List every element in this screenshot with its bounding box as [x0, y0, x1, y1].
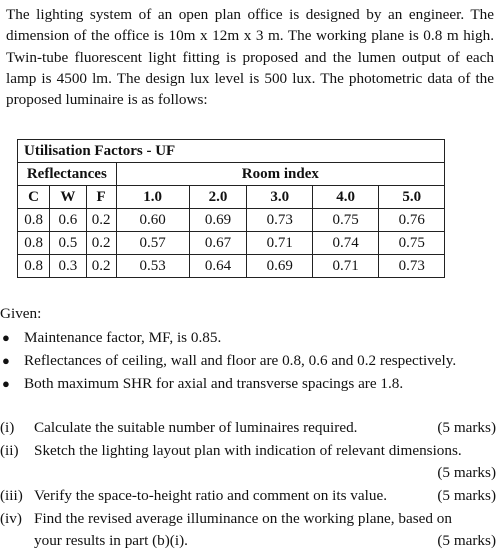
- table-cell: 0.5: [50, 232, 86, 255]
- problem-statement: The lighting system of an open plan office is designed by an engineer. The dimension of the office is 10m x 12m x 3 m. The working plane is 0.8 m high. Twin-tube fluorescent light fitting is proposed and the lumen output of each lamp is 4500 lm. The design lux level is 500 lux. The photometric data of the proposed luminaire is as follows:: [6, 6, 494, 109]
- question-marks: (5 marks): [437, 419, 496, 436]
- table-row: [18, 209, 445, 232]
- question-text: Verify the space-to-height ratio and comment on its value.: [34, 487, 387, 504]
- bullet-icon: ●: [2, 353, 10, 368]
- table-cell: 0.60: [116, 209, 189, 232]
- table-cell: 0.64: [189, 255, 247, 278]
- question-marks: (5 marks): [437, 487, 496, 504]
- utilisation-factor-table: [17, 139, 445, 278]
- table-cell: 0.8: [18, 209, 50, 232]
- col-header-ri-5: 5.0: [379, 186, 445, 209]
- table-cell: 0.6: [50, 209, 86, 232]
- bullet-icon: ●: [2, 376, 10, 391]
- col-header-ri-2: 2.0: [189, 186, 247, 209]
- col-header-ri-1: 1.0: [116, 186, 189, 209]
- col-header-ri-4: 4.0: [312, 186, 378, 209]
- col-header-ceiling: C: [18, 186, 50, 209]
- table-cell: 0.53: [116, 255, 189, 278]
- table-cell: 0.69: [189, 209, 247, 232]
- table-cell: 0.2: [86, 209, 116, 232]
- reflectances-header: Reflectances: [18, 163, 117, 186]
- given-label: Given:: [0, 305, 42, 322]
- col-header-floor: F: [86, 186, 116, 209]
- table-cell: 0.73: [379, 255, 445, 278]
- question-text-continued: your results in part (b)(i).: [34, 532, 188, 549]
- question-marks: (5 marks): [437, 464, 496, 481]
- table-cell: 0.57: [116, 232, 189, 255]
- table-cell: 0.8: [18, 255, 50, 278]
- table-cell: 0.71: [312, 255, 378, 278]
- question-number: (ii): [0, 442, 19, 459]
- question-number: (i): [0, 419, 15, 436]
- table-cell: 0.8: [18, 232, 50, 255]
- question-text: Sketch the lighting layout plan with indication of relevant dimensions.: [34, 442, 462, 459]
- table-cell: 0.2: [86, 255, 116, 278]
- table-cell: 0.3: [50, 255, 86, 278]
- bullet-icon: ●: [2, 330, 10, 345]
- table-title: Utilisation Factors - UF: [18, 140, 445, 163]
- question-text: Find the revised average illuminance on the working plane, based on: [34, 510, 452, 527]
- table-cell: 0.69: [247, 255, 312, 278]
- table-row: [18, 255, 445, 278]
- given-list: [0, 326, 500, 395]
- col-header-ri-3: 3.0: [247, 186, 312, 209]
- table-row: [18, 232, 445, 255]
- table-cell: 0.75: [379, 232, 445, 255]
- table-cell: 0.74: [312, 232, 378, 255]
- table-cell: 0.75: [312, 209, 378, 232]
- table-cell: 0.76: [379, 209, 445, 232]
- col-header-wall: W: [50, 186, 86, 209]
- table-cell: 0.73: [247, 209, 312, 232]
- list-item: ● Both maximum SHR for axial and transverse spacings are 1.8.: [0, 372, 500, 395]
- question-text: Calculate the suitable number of luminaires required.: [34, 419, 358, 436]
- list-item: ● Reflectances of ceiling, wall and floor are 0.8, 0.6 and 0.2 respectively.: [0, 349, 500, 372]
- list-item: ● Maintenance factor, MF, is 0.85.: [0, 326, 500, 349]
- table-cell: 0.71: [247, 232, 312, 255]
- table-cell: 0.2: [86, 232, 116, 255]
- question-number: (iv): [0, 510, 22, 527]
- column-header-row: [18, 186, 445, 209]
- question-marks: (5 marks): [437, 532, 496, 549]
- table-cell: 0.67: [189, 232, 247, 255]
- question-number: (iii): [0, 487, 23, 504]
- room-index-header: Room index: [116, 163, 444, 186]
